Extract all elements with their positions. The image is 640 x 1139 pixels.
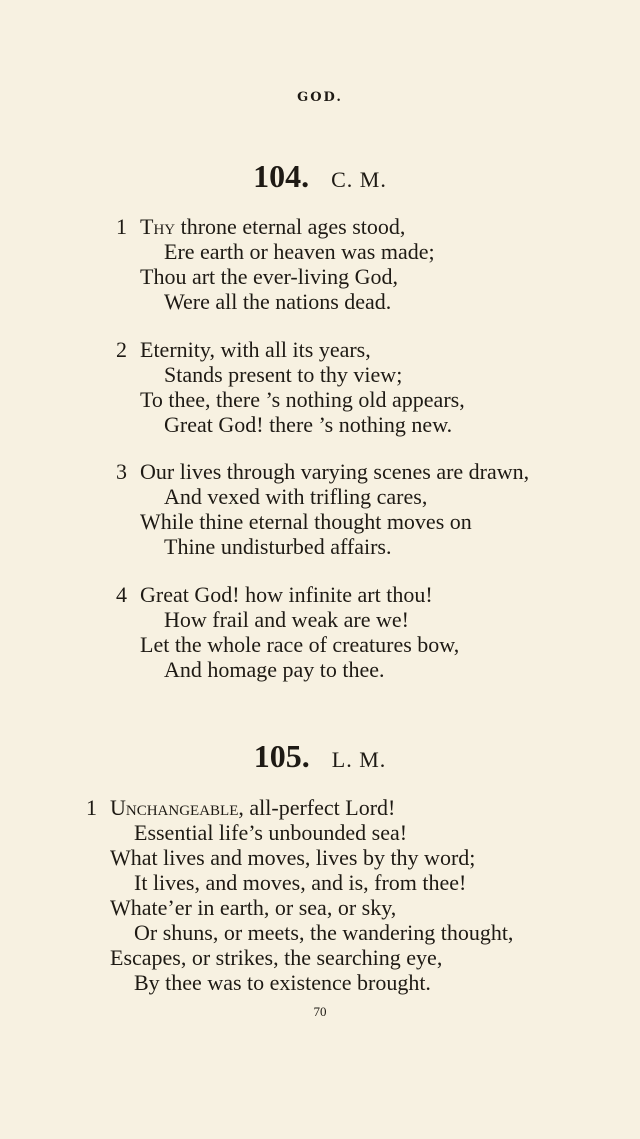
stanza: [86, 795, 513, 995]
stanza: [116, 337, 465, 437]
stanza-line: It lives, and moves, and is, from thee!: [134, 870, 467, 895]
stanza-line: And homage pay to thee.: [164, 657, 385, 682]
stanza-line: Let the whole race of creatures bow,: [140, 632, 460, 657]
stanza-line: How frail and weak are we!: [164, 607, 409, 632]
stanza-first-line: [116, 582, 459, 607]
stanza-line: By thee was to existence brought.: [134, 970, 431, 995]
stanza-line: Thine undisturbed affairs.: [164, 534, 392, 559]
stanza-first-rest: Great God! how infinite art thou!: [140, 582, 433, 607]
stanza-line: Great God! there ’s nothing new.: [164, 412, 453, 437]
hymn-heading: [0, 738, 640, 775]
stanza-number: 1: [86, 795, 97, 820]
stanza-first-rest: all-perfect Lord!: [243, 795, 396, 820]
page-number: 70: [313, 1004, 327, 1019]
hymn-meter: L. M.: [331, 747, 387, 772]
hymn-number: 104.: [253, 158, 310, 194]
stanza-number: 1: [116, 214, 127, 239]
stanza: [116, 459, 529, 559]
stanza-line: Or shuns, or meets, the wandering thought,: [134, 920, 514, 945]
hymn-heading: [0, 158, 640, 195]
stanza-line: And vexed with trifling cares,: [164, 484, 428, 509]
stanza-line: Essential life’s unbounded sea!: [134, 820, 408, 845]
stanza-first-word: Thy: [140, 214, 176, 239]
stanza: [116, 214, 435, 314]
stanza-line: Stands present to thy view;: [164, 362, 403, 387]
stanza-number: 2: [116, 337, 127, 362]
stanza-first-line: [116, 459, 529, 484]
stanza-line: Thou art the ever-living God,: [140, 264, 398, 289]
stanza-first-rest: throne eternal ages stood,: [175, 214, 406, 239]
running-head: GOD.: [297, 90, 343, 105]
stanza-line: Ere earth or heaven was made;: [164, 239, 435, 264]
stanza-first-line: [116, 214, 435, 239]
stanza-number: 4: [116, 582, 127, 607]
stanza-first-rest: Eternity, with all its years,: [140, 337, 371, 362]
stanza-first-line: [86, 795, 513, 820]
stanza-line: Escapes, or strikes, the searching eye,: [110, 945, 443, 970]
stanza-line: To thee, there ’s nothing old appears,: [140, 387, 465, 412]
stanza-line: What lives and moves, lives by thy word;: [110, 845, 476, 870]
hymn-number: 105.: [253, 738, 310, 774]
stanza-number: 3: [116, 459, 127, 484]
stanza-first-line: [116, 337, 465, 362]
stanza-line: While thine eternal thought moves on: [140, 509, 472, 534]
stanza-first-rest: Our lives through varying scenes are drawn,: [140, 459, 530, 484]
hymn-meter: C. M.: [331, 167, 387, 192]
stanza-line: Were all the nations dead.: [164, 289, 392, 314]
stanza-first-word: Unchangeable,: [110, 795, 244, 820]
stanza: [116, 582, 459, 682]
stanza-line: Whate’er in earth, or sea, or sky,: [110, 895, 397, 920]
